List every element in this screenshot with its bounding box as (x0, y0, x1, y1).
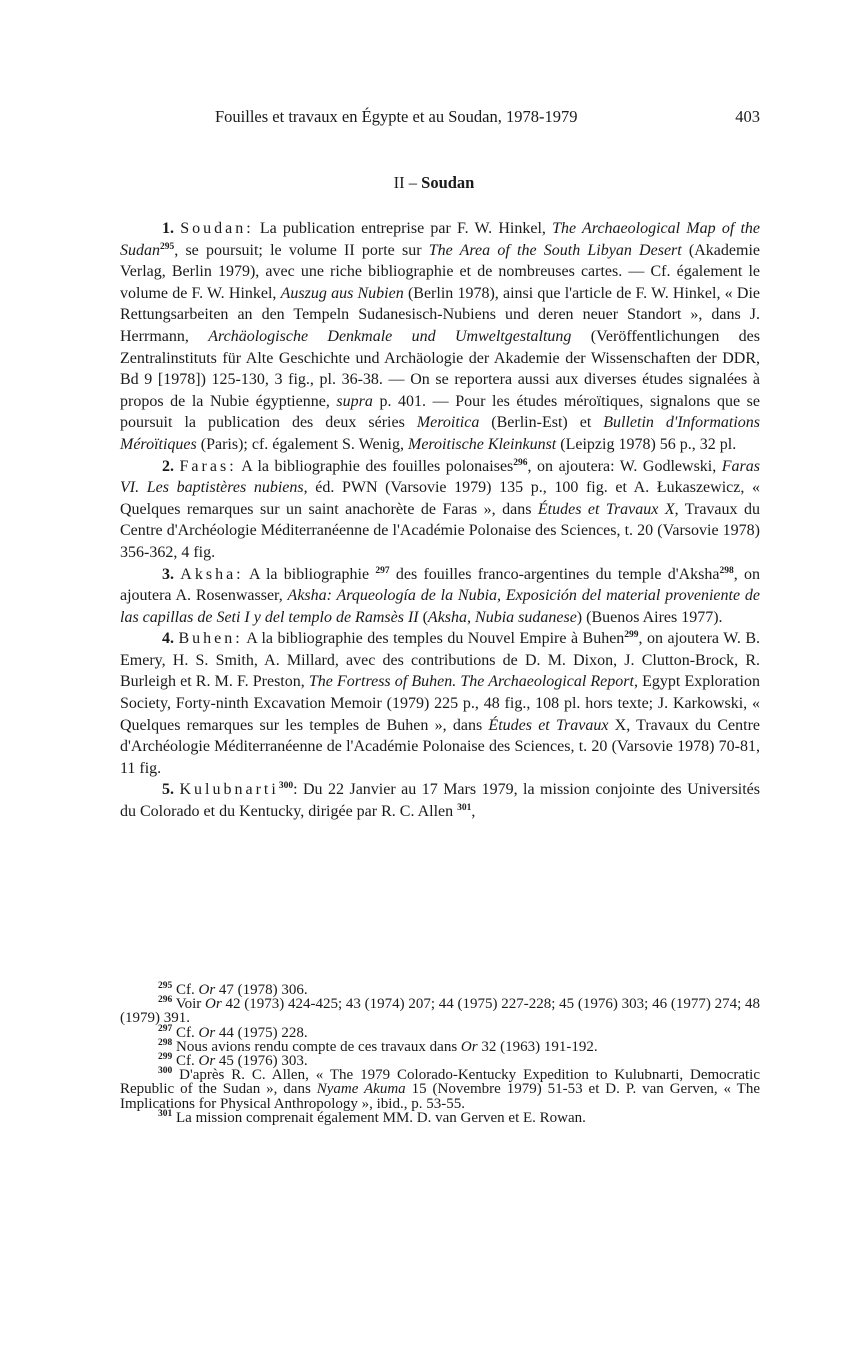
italic-title: Auszug aus Nubien (280, 284, 404, 302)
text-run: , on ajoutera A. Rosenwasser, (120, 565, 761, 605)
paragraph-number: 3. (162, 565, 174, 583)
text-run: D'après R. C. Allen, « The 1979 Colorado-Kentucky Expedition to Kulubnarti, Democratic Republic of the Sudan », dans (120, 1067, 760, 1098)
footnote-number: 298 (158, 1037, 173, 1048)
text-run: , on ajoutera: W. Godlewski, (527, 457, 722, 475)
text-run: (Berlin-Est) et (479, 414, 604, 432)
site-name: Kulubnarti (179, 781, 279, 799)
text-run: Cf. (172, 1024, 199, 1041)
footnote-ref: 300 (278, 781, 294, 792)
italic-title: supra (336, 392, 373, 410)
text-run: 42 (1973) 424-425; 43 (1974) 207; 44 (1975) 227-228; 45 (1976) 303; 46 (1977) 274; 48 (1979) 391. (120, 996, 760, 1027)
footnote-number: 297 (158, 1023, 173, 1034)
text-run: , éd. PWN (Varsovie 1979) 135 p., 100 fig. et A. Łukaszewicz, « Quelques remarques sur un saint anachorète de Faras », dans (120, 479, 760, 518)
italic-title: Or (198, 982, 216, 998)
italic-title: The Fortress of Buhen. The Archaeological Report (308, 673, 634, 691)
italic-title: Or (205, 996, 222, 1013)
running-title: Fouilles et travaux en Égypte et au Soudan, 1978-1979 (215, 107, 578, 126)
footnote-ref: 297 (375, 565, 390, 576)
italic-title: Faras VI. Les baptistères nubiens (120, 457, 761, 497)
footnote-ref: 301 (457, 803, 472, 814)
section-heading (0, 173, 868, 193)
text-run: La publication entreprise par F. W. Hinkel, (253, 220, 553, 237)
italic-title: Aksha: Arqueología de la Nubia, Exposición del material proveniente de las capillas de Seti I y del templo de Ramsès II (120, 587, 760, 626)
text-run: 45 (1976) 303. (215, 1053, 308, 1070)
paragraph-number: 2. (162, 457, 174, 475)
text-run: Cf. (172, 1053, 199, 1070)
footnote-300 (120, 1068, 760, 1111)
site-name: Buhen: (178, 630, 243, 648)
site-name: Soudan: (180, 220, 254, 237)
italic-title: Bulletin d'Informations Méroïtiques (120, 414, 761, 453)
text-run: p. 401. — Pour les études méroïtiques, signalons que se poursuit la publication des deux séries (120, 392, 760, 432)
footnotes (120, 983, 760, 1125)
footnote-number: 296 (158, 995, 173, 1006)
italic-title: Études et Travaux (488, 716, 609, 734)
text-run: Nous avions rendu compte de ces travaux dans (172, 1038, 461, 1055)
paragraph-5 (120, 779, 760, 822)
text-run: des fouilles franco-argentines du temple d'Aksha (389, 565, 720, 583)
footnote-number: 295 (158, 981, 173, 991)
text-run: Cf. (172, 982, 199, 998)
text-run: A la bibliographie des temples du Nouvel Empire à Buhen (242, 630, 625, 648)
footnote-number: 301 (158, 1108, 173, 1119)
italic-title: Or (198, 1053, 216, 1070)
italic-title: Archäologische Denkmale und Umweltgestaltung (208, 327, 572, 345)
italic-title: Nyame Akuma (316, 1081, 406, 1098)
paragraph-number: 4. (162, 630, 174, 648)
footnote-ref: 295 (160, 241, 175, 252)
text-run: X, Travaux du Centre d'Archéologie Méditerranéenne de l'Académie Polonaise des Sciences, t. 20 (Varsovie 1978) 70-81, 11 fig. (120, 716, 760, 777)
text-run: , Travaux du Centre d'Archéologie Méditerranéenne de l'Académie Polonaise des Sciences, t. 20 (Varsovie 1978) 356-362, 4 fig. (120, 500, 760, 561)
body-text (120, 218, 760, 823)
italic-title: The Archaeological Map of the Sudan (120, 220, 761, 259)
text-run: , se poursuit; le volume II porte sur (174, 241, 429, 259)
text-run: (Veröffentlichungen des Zentralinstituts für Alte Geschichte und Archäologie der Akademie der Wissenschaften der DDR, Bd 9 [1978]) 125-130, 3 fig., pl. 36-38. — On se reportera aussi aux diverses études signalées à propos de la Nubie égyptienne, (120, 327, 761, 410)
section-roman: II – (393, 173, 422, 192)
italic-title: Meroitische Kleinkunst (407, 435, 557, 453)
italic-title: Études et Travaux X (537, 500, 675, 518)
text-run: A la bibliographie des fouilles polonaises (236, 457, 514, 475)
italic-title: Meroitica (416, 414, 480, 432)
text-run: ) (Buenos Aires 1977). (576, 608, 723, 626)
text-run: : Du 22 Janvier au 17 Mars 1979, la mission conjointe des Universités du Colorado et du Kentucky, dirigée par R. C. Allen (120, 781, 761, 821)
footnote-ref: 299 (624, 630, 639, 641)
text-run: 15 (Novembre 1979) 51-53 et D. P. van Gerven, « The Implications for Physical Anthropology », ibid., p. 53-55. (120, 1081, 760, 1112)
text-run: (Berlin 1978), ainsi que l'article de F. W. Hinkel, « Die Rettungsarbeiten an den Tempeln Sudanesisch-Nubiens und deren neuer Standort », dans J. Herrmann, (120, 284, 760, 345)
paragraph-2 (120, 456, 760, 564)
site-name: Faras: (179, 457, 237, 475)
running-header (215, 107, 760, 131)
text-run: , on ajoutera W. B. Emery, H. S. Smith, A. Millard, avec des contributions de D. M. Dixon, J. Clutton-Brock, R. Burleigh et R. M. F. Preston, (120, 630, 760, 691)
text-run: , Egypt Exploration Society, Forty-ninth Excavation Memoir (1979) 225 p., 48 fig., 108 pl. hors texte; J. Karkowski, « Quelques remarques sur les temples de Buhen », dans (120, 673, 760, 734)
text-run: 44 (1975) 228. (215, 1024, 308, 1041)
italic-title: Or (460, 1038, 478, 1055)
italic-title: The Area of the South Libyan Desert (428, 241, 682, 259)
footnote-ref: 298 (719, 565, 734, 576)
footnote-ref: 296 (513, 457, 528, 468)
footnote-number: 300 (158, 1066, 173, 1077)
text-run: , (471, 803, 476, 821)
footnote-301 (120, 1108, 760, 1126)
text-run: A la bibliographie (243, 565, 376, 583)
italic-title: Or (198, 1024, 216, 1041)
text-run: (Paris); cf. également S. Wenig, (196, 435, 408, 453)
text-run: 32 (1963) 191-192. (477, 1038, 598, 1055)
paragraph-number: 5. (162, 781, 174, 799)
italic-title: Aksha, Nubia sudanese (427, 608, 577, 626)
footnote-297 (120, 1023, 760, 1041)
paragraph-3 (120, 564, 760, 629)
page-number: 403 (735, 107, 760, 126)
text-run: La mission comprenait également MM. D. van Gerven et E. Rowan. (172, 1109, 586, 1126)
section-title: Soudan (421, 173, 475, 192)
text-run: (Akademie Verlag, Berlin 1979), avec une riche bibliographie et de nombreuses cartes. — Cf. également le volume de F. W. Hinkel, (120, 241, 761, 302)
paragraph-1 (120, 218, 760, 456)
site-name: Aksha: (180, 565, 244, 583)
text-run: 47 (1978) 306. (215, 982, 308, 998)
footnote-296 (120, 997, 760, 1025)
paragraph-4 (120, 628, 760, 779)
text-run: Voir (172, 996, 206, 1013)
text-run: (Leipzig 1978) 56 p., 32 pl. (556, 435, 737, 453)
paragraph-number: 1. (162, 220, 174, 237)
footnote-number: 299 (158, 1052, 173, 1063)
footnote-298 (120, 1037, 760, 1055)
text-run: ( (418, 608, 428, 626)
